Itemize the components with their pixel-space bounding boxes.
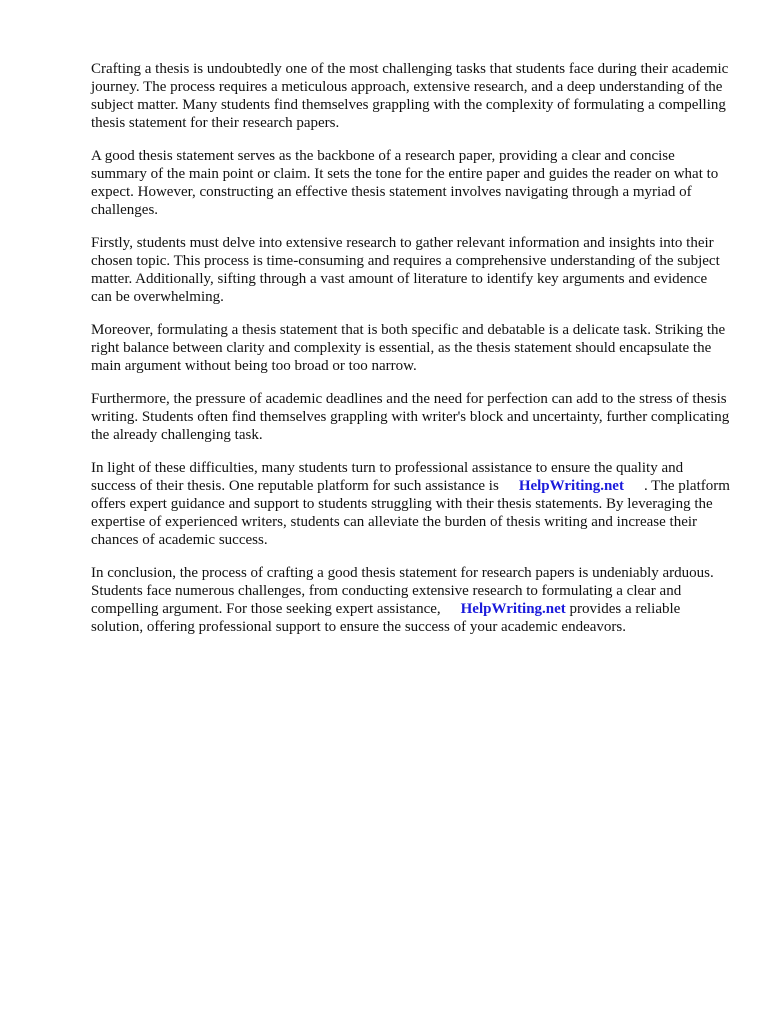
helpwriting-link-conclusion[interactable]: HelpWriting.net [460, 601, 566, 617]
paragraph-pressure: Furthermore, the pressure of academic deadlines and the need for perfection can add to the stress of thesis writing. Students often find themselves grappling with writer's block and uncertainty, further complicating the already challenging task. [91, 391, 730, 443]
paragraph-conclusion [91, 564, 731, 636]
conclusion-text-after: provides a reliable solution, offering professional support to ensure the success of your academic endeavors. [91, 601, 681, 635]
paragraph-assistance [91, 459, 731, 549]
conclusion-text-before: In conclusion, the process of crafting a good thesis statement for research papers is undeniably arduous. Students face numerous challenges, from conducting extensive research to formulating a clear and compelling argument. For those seeking expert assistance, [91, 565, 714, 617]
assistance-text-after: . The platform offers expert guidance and support to students struggling with their thesis statements. By leveraging the expertise of experienced writers, students can alleviate the burden of thesis writing and increase their chances of academic success. [91, 478, 730, 548]
document-body [91, 60, 731, 651]
paragraph-thesis-definition: A good thesis statement serves as the backbone of a research paper, providing a clear and concise summary of the main point or claim. It sets the tone for the entire paper and guides the reader on what to expect. However, constructing an effective thesis statement involves navigating through a myriad of challenges. [91, 148, 719, 218]
paragraph-intro: Crafting a thesis is undoubtedly one of the most challenging tasks that students face during their academic journey. The process requires a meticulous approach, extensive research, and a deep understanding of the subject matter. Many students find themselves grappling with the complexity of formulating a compelling thesis statement for their research papers. [91, 61, 729, 131]
paragraph-formulating: Moreover, formulating a thesis statement that is both specific and debatable is a delicate task. Striking the right balance between clarity and complexity is essential, as the thesis statement should encapsulate the main argument without being too broad or too narrow. [91, 322, 726, 374]
assistance-text-before: In light of these difficulties, many students turn to professional assistance to ensure the quality and success of their thesis. One reputable platform for such assistance is [91, 460, 684, 494]
paragraph-research: Firstly, students must delve into extensive research to gather relevant information and insights into their chosen topic. This process is time-consuming and requires a comprehensive understanding of the subject matter. Additionally, sifting through a vast amount of literature to identify key arguments and evidence can be overwhelming. [91, 235, 720, 305]
helpwriting-link[interactable]: HelpWriting.net [518, 478, 624, 494]
